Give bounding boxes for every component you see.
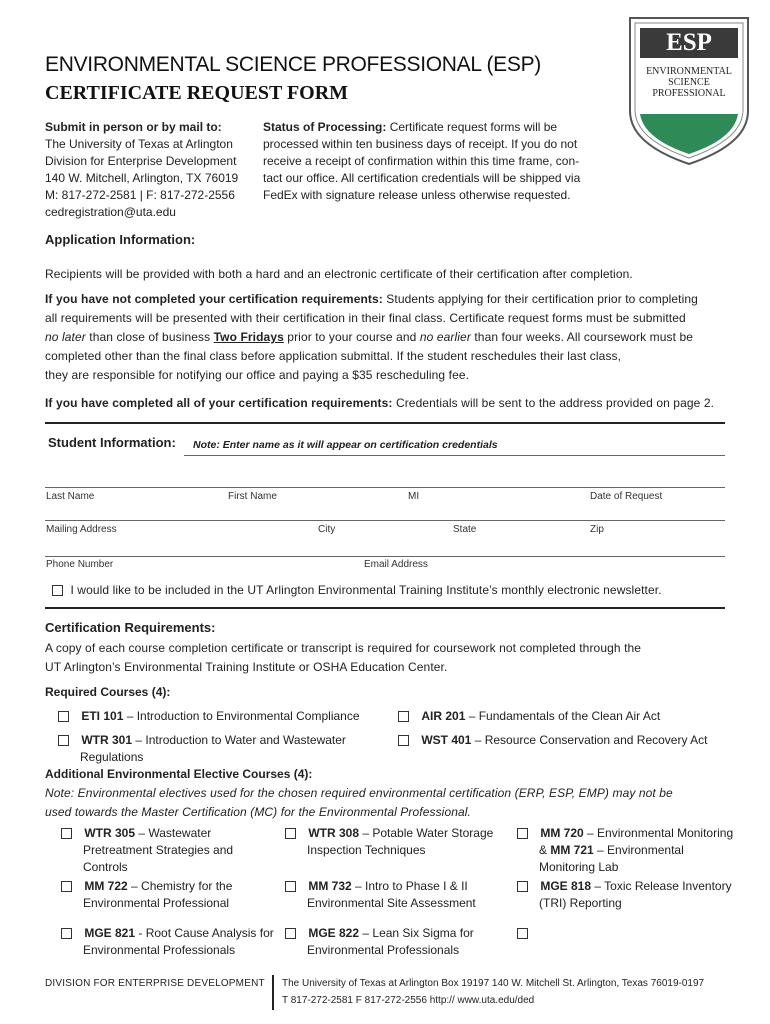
submit-line: Division for Enterprise Development xyxy=(45,154,237,168)
course-desc: Controls xyxy=(83,860,128,874)
newsletter-checkbox[interactable] xyxy=(52,585,63,596)
status-line: FedEx with signature release unless otherwise requested. xyxy=(263,188,571,202)
divider xyxy=(45,422,725,424)
course-desc: Environmental Professionals xyxy=(307,943,460,957)
nc-text: than close of business xyxy=(85,330,214,344)
course-desc: Environmental Professional xyxy=(83,896,230,910)
course-checkbox[interactable] xyxy=(517,928,528,939)
course-option[interactable] xyxy=(285,878,505,912)
course-desc: – Chemistry for the xyxy=(127,879,233,893)
course-desc: – Intro to Phase I & II xyxy=(351,879,468,893)
submit-line: The University of Texas at Arlington xyxy=(45,137,233,151)
course-desc: – Introduction to Environmental Compliance xyxy=(123,709,360,723)
not-completed-heading: If you have not completed your certification requirements: xyxy=(45,292,383,306)
badge-line3: PROFESSIONAL xyxy=(652,88,726,99)
course-option[interactable] xyxy=(517,925,528,942)
divider xyxy=(45,607,725,609)
nc-text: prior to your course and xyxy=(283,330,420,344)
course-option[interactable] xyxy=(58,708,378,725)
course-desc: – Lean Six Sigma for xyxy=(359,926,474,940)
course-desc: – Resource Conservation and Recovery Act xyxy=(471,733,708,747)
completed-text: Credentials will be sent to the address provided on page 2. xyxy=(392,396,715,410)
student-heading: Student Information: xyxy=(48,435,176,450)
course-desc: Environmental Professionals xyxy=(83,943,236,957)
submit-heading: Submit in person or by mail to: xyxy=(45,120,222,134)
student-note: Note: Enter name as it will appear on certification credentials xyxy=(193,439,498,451)
course-desc: - Root Cause Analysis for xyxy=(135,926,274,940)
course-checkbox[interactable] xyxy=(61,828,72,839)
course-option[interactable] xyxy=(517,878,757,912)
course-desc: Monitoring Lab xyxy=(539,860,619,874)
cert-text: A copy of each course completion certificate or transcript is required for coursework not completed through the xyxy=(45,641,642,655)
status-line: receive a receipt of confirmation within this time frame, con- xyxy=(263,154,580,168)
course-code: MM 720 xyxy=(540,826,584,840)
course-checkbox[interactable] xyxy=(398,711,409,722)
date-label: Date of Request xyxy=(590,491,663,502)
course-option[interactable] xyxy=(285,825,505,859)
course-option[interactable] xyxy=(61,825,271,876)
submit-block xyxy=(45,119,260,221)
phone-label: Phone Number xyxy=(46,559,114,570)
footer-division: DIVISION FOR ENTERPRISE DEVELOPMENT xyxy=(45,978,265,989)
course-code: WST 401 xyxy=(421,733,472,747)
course-option[interactable] xyxy=(61,925,276,959)
footer-contact[interactable]: T 817-272-2581 F 817-272-2556 http:// www.uta.edu/ded xyxy=(282,995,535,1006)
footer-divider xyxy=(272,975,274,1010)
course-code: MM 732 xyxy=(308,879,352,893)
course-desc: – Wastewater xyxy=(135,826,212,840)
badge-abbr: ESP xyxy=(666,29,712,56)
city-label: City xyxy=(318,524,336,535)
course-code: WTR 305 xyxy=(84,826,136,840)
course-option[interactable] xyxy=(517,825,757,876)
cert-text: UT Arlington’s Environmental Training Institute or OSHA Education Center. xyxy=(45,660,448,674)
course-checkbox[interactable] xyxy=(285,828,296,839)
email-label: Email Address xyxy=(364,559,428,570)
course-code: AIR 201 xyxy=(421,709,466,723)
recipients-text: Recipients will be provided with both a hard and an electronic certificate of their certification after completion. xyxy=(45,267,633,281)
last-name-label: Last Name xyxy=(46,491,95,502)
course-checkbox[interactable] xyxy=(58,735,69,746)
course-option[interactable] xyxy=(58,732,388,766)
nc-text: completed other than the final class before application submittal. If the student reschedules their last class, xyxy=(45,349,622,363)
address-field-line[interactable] xyxy=(45,520,725,521)
name-field-line[interactable] xyxy=(45,487,725,488)
course-checkbox[interactable] xyxy=(58,711,69,722)
form-subtitle: CERTIFICATE REQUEST FORM xyxy=(45,82,349,104)
nc-text: they are responsible for notifying our office and paying a $35 rescheduling fee. xyxy=(45,368,470,382)
course-checkbox[interactable] xyxy=(285,928,296,939)
course-checkbox[interactable] xyxy=(517,828,528,839)
required-heading: Required Courses (4): xyxy=(45,685,171,699)
first-name-label: First Name xyxy=(228,491,277,502)
status-text: Certificate request forms will be xyxy=(386,120,558,134)
newsletter-text: I would like to be included in the UT Arlington Environmental Training Institute’s monthly electronic newsletter. xyxy=(70,583,662,597)
elective-heading: Additional Environmental Elective Courses (4): xyxy=(45,767,313,781)
course-checkbox[interactable] xyxy=(61,881,72,892)
not-completed-paragraph xyxy=(45,290,735,385)
nc-text: no earlier xyxy=(419,330,471,344)
course-checkbox[interactable] xyxy=(285,881,296,892)
footer-address: The University of Texas at Arlington Box 19197 140 W. Mitchell St. Arlington, Texas 76019-0197 xyxy=(282,978,705,989)
course-code: MGE 821 xyxy=(84,926,136,940)
course-desc: Inspection Techniques xyxy=(307,843,426,857)
mi-label: MI xyxy=(408,491,420,502)
course-desc: Pretreatment Strategies and xyxy=(83,843,234,857)
course-checkbox[interactable] xyxy=(517,881,528,892)
nc-text: no later xyxy=(45,330,86,344)
two-fridays-text: Two Fridays xyxy=(213,330,284,344)
badge-line1: ENVIRONMENTAL xyxy=(646,66,732,77)
course-code: ETI 101 xyxy=(81,709,124,723)
course-desc: (TRI) Reporting xyxy=(539,896,622,910)
contact-field-line[interactable] xyxy=(45,556,725,557)
form-title: ENVIRONMENTAL SCIENCE PROFESSIONAL (ESP) xyxy=(45,53,541,76)
nc-text: Students applying for their certification prior to completing xyxy=(382,292,698,306)
status-block xyxy=(263,119,623,204)
divider xyxy=(184,455,725,456)
newsletter-option[interactable] xyxy=(52,581,662,600)
status-line: tact our office. All certification credentials will be shipped via xyxy=(263,171,581,185)
course-desc: – Introduction to Water and Wastewater xyxy=(132,733,346,747)
course-desc: – Potable Water Storage xyxy=(359,826,494,840)
zip-label: Zip xyxy=(590,524,604,535)
esp-badge-logo xyxy=(628,16,750,166)
course-option[interactable] xyxy=(285,925,505,959)
course-checkbox[interactable] xyxy=(61,928,72,939)
submit-email[interactable]: cedregistration@uta.edu xyxy=(45,205,176,219)
submit-line: M: 817-272-2581 | F: 817-272-2556 xyxy=(45,188,235,202)
course-code: WTR 301 xyxy=(81,733,133,747)
nc-text: all requirements will be presented with their certification in their final class. Certificate request forms must be submitted xyxy=(45,311,686,325)
course-code: MM 721 xyxy=(550,843,594,857)
course-code: MGE 822 xyxy=(308,926,360,940)
course-desc: – Environmental Monitoring xyxy=(583,826,734,840)
course-desc: – Toxic Release Inventory xyxy=(591,879,732,893)
course-desc: – Fundamentals of the Clean Air Act xyxy=(465,709,661,723)
status-line: processed within ten business days of receipt. If you do not xyxy=(263,137,578,151)
badge-line2: SCIENCE xyxy=(668,77,710,88)
course-option[interactable] xyxy=(398,732,738,749)
mailing-address-label: Mailing Address xyxy=(46,524,117,535)
elective-note: used towards the Master Certification (MC) for the Environmental Professional. xyxy=(45,805,471,819)
course-desc: Regulations xyxy=(80,750,144,764)
elective-note: Note: Environmental electives used for the chosen required environmental certification (ERP, ESP, EMP) may not be xyxy=(45,786,673,800)
course-option[interactable] xyxy=(61,878,271,912)
status-heading: Status of Processing: xyxy=(263,120,387,134)
course-code: MM 722 xyxy=(84,879,128,893)
course-desc: – Environmental xyxy=(593,843,684,857)
submit-line: 140 W. Mitchell, Arlington, TX 76019 xyxy=(45,171,239,185)
completed-heading: If you have completed all of your certification requirements: xyxy=(45,396,393,410)
course-desc: Environmental Site Assessment xyxy=(307,896,476,910)
state-label: State xyxy=(453,524,477,535)
course-desc: & xyxy=(539,843,551,857)
course-code: WTR 308 xyxy=(308,826,360,840)
course-code: MGE 818 xyxy=(540,879,592,893)
course-checkbox[interactable] xyxy=(398,735,409,746)
course-option[interactable] xyxy=(398,708,728,725)
application-heading: Application Information: xyxy=(45,232,196,247)
nc-text: than four weeks. All coursework must be xyxy=(470,330,694,344)
completed-paragraph xyxy=(45,394,714,413)
certification-heading: Certification Requirements: xyxy=(45,620,216,635)
